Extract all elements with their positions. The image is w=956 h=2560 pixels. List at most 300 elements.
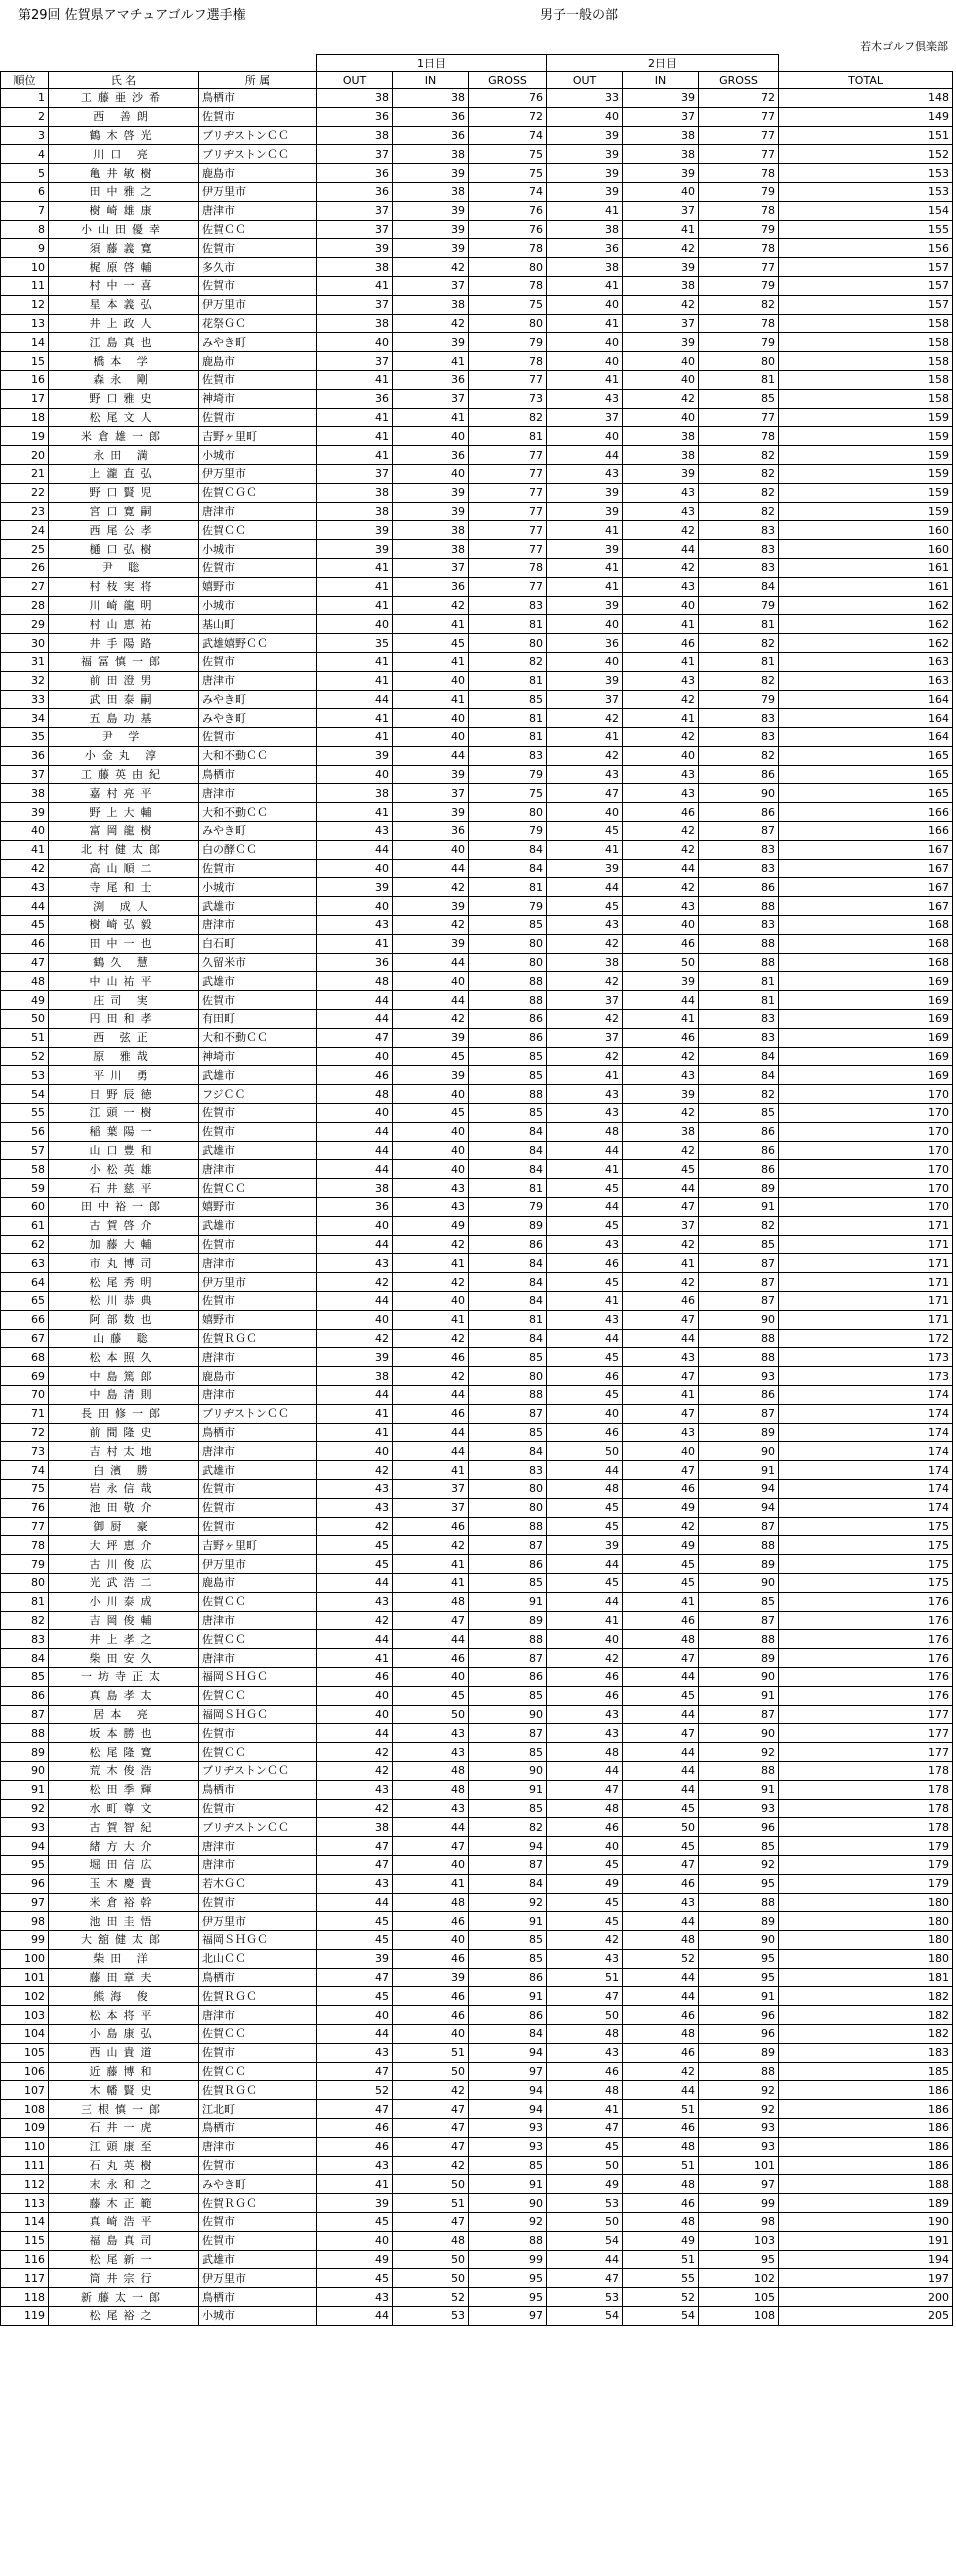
- day1-in: 46: [393, 1912, 469, 1931]
- day1-in: 42: [393, 596, 469, 615]
- day2-in: 48: [623, 1931, 699, 1950]
- day1-out: 38: [317, 1367, 393, 1386]
- table-row: [1, 1385, 953, 1404]
- player-name: 荒木俊浩: [49, 1761, 199, 1780]
- day1-gross: 76: [469, 201, 547, 220]
- affiliation: 唐津市: [199, 1160, 317, 1179]
- day2-in: 46: [623, 2006, 699, 2025]
- player-name: 前間隆史: [49, 1423, 199, 1442]
- table-row: [1, 1743, 953, 1762]
- day1-out: 39: [317, 540, 393, 559]
- day1-out: 47: [317, 1837, 393, 1856]
- day1-in: 38: [393, 182, 469, 201]
- total-score: 174: [779, 1385, 953, 1404]
- header-spacer: [1, 55, 317, 72]
- table-row: [1, 1423, 953, 1442]
- day2-out: 44: [547, 1555, 623, 1574]
- day2-out: 39: [547, 182, 623, 201]
- day2-in: 39: [623, 333, 699, 352]
- day1-gross: 88: [469, 972, 547, 991]
- rank-cell: 21: [1, 464, 49, 483]
- player-name: 森永 剛: [49, 370, 199, 389]
- day1-out: 42: [317, 1329, 393, 1348]
- table-row: [1, 1761, 953, 1780]
- day2-gross: 87: [699, 822, 779, 841]
- day1-out: 45: [317, 2269, 393, 2288]
- day1-out: 47: [317, 2100, 393, 2119]
- day2-gross: 80: [699, 352, 779, 371]
- rank-cell: 3: [1, 126, 49, 145]
- day1-gross: 91: [469, 1592, 547, 1611]
- day1-out: 42: [317, 1517, 393, 1536]
- rank-cell: 97: [1, 1893, 49, 1912]
- day1-in: 37: [393, 558, 469, 577]
- day1-in: 42: [393, 916, 469, 935]
- rank-cell: 1: [1, 89, 49, 108]
- total-score: 197: [779, 2269, 953, 2288]
- table-row: [1, 2081, 953, 2100]
- day1-in: 41: [393, 652, 469, 671]
- affiliation: 白の酵ＣＣ: [199, 840, 317, 859]
- day2-in: 42: [623, 1047, 699, 1066]
- day2-gross: 86: [699, 1122, 779, 1141]
- total-score: 151: [779, 126, 953, 145]
- rank-cell: 83: [1, 1630, 49, 1649]
- day1-in: 45: [393, 634, 469, 653]
- rank-cell: 104: [1, 2025, 49, 2044]
- day1-out: 52: [317, 2081, 393, 2100]
- affiliation: 神埼市: [199, 389, 317, 408]
- day1-in: 36: [393, 446, 469, 465]
- day2-in: 43: [623, 784, 699, 803]
- rank-cell: 54: [1, 1085, 49, 1104]
- total-score: 152: [779, 145, 953, 164]
- table-row: [1, 2137, 953, 2156]
- table-body: [1, 89, 953, 2326]
- day1-in: 36: [393, 577, 469, 596]
- player-name: 宮口寛嗣: [49, 502, 199, 521]
- day2-out: 46: [547, 1686, 623, 1705]
- affiliation: 佐賀市: [199, 991, 317, 1010]
- total-score: 178: [779, 1761, 953, 1780]
- day1-gross: 88: [469, 1517, 547, 1536]
- day1-out: 45: [317, 1931, 393, 1950]
- day1-out: 35: [317, 634, 393, 653]
- rank-cell: 48: [1, 972, 49, 991]
- rank-cell: 96: [1, 1874, 49, 1893]
- day1-gross: 85: [469, 2156, 547, 2175]
- day2-gross: 81: [699, 652, 779, 671]
- day2-out: 43: [547, 1235, 623, 1254]
- day2-in: 55: [623, 2269, 699, 2288]
- day1-gross: 77: [469, 483, 547, 502]
- day1-gross: 79: [469, 765, 547, 784]
- affiliation: 伊万里市: [199, 1912, 317, 1931]
- player-name: 中山祐平: [49, 972, 199, 991]
- day2-out: 54: [547, 2231, 623, 2250]
- player-name: 須藤義寛: [49, 239, 199, 258]
- rank-cell: 33: [1, 690, 49, 709]
- rank-cell: 5: [1, 164, 49, 183]
- day2-out: 45: [547, 1348, 623, 1367]
- day2-gross: 87: [699, 1273, 779, 1292]
- day2-gross: 79: [699, 596, 779, 615]
- day1-gross: 85: [469, 1573, 547, 1592]
- player-name: 居本 亮: [49, 1705, 199, 1724]
- affiliation: 唐津市: [199, 1442, 317, 1461]
- day2-gross: 108: [699, 2307, 779, 2326]
- day1-in: 43: [393, 1743, 469, 1762]
- day2-in: 42: [623, 295, 699, 314]
- day1-out: 41: [317, 671, 393, 690]
- day1-out: 44: [317, 1160, 393, 1179]
- day1-in: 39: [393, 1968, 469, 1987]
- day1-gross: 85: [469, 1799, 547, 1818]
- affiliation: 鳥栖市: [199, 1780, 317, 1799]
- total-score: 156: [779, 239, 953, 258]
- day1-out: 36: [317, 389, 393, 408]
- table-row: [1, 1216, 953, 1235]
- day2-gross: 89: [699, 1555, 779, 1574]
- day2-out: 46: [547, 2062, 623, 2081]
- affiliation: 鹿島市: [199, 164, 317, 183]
- total-score: 167: [779, 878, 953, 897]
- affiliation: 佐賀ＣＣ: [199, 1592, 317, 1611]
- day1-in: 42: [393, 314, 469, 333]
- day1-gross: 84: [469, 2025, 547, 2044]
- day1-out: 37: [317, 145, 393, 164]
- player-name: 高山順二: [49, 859, 199, 878]
- rank-cell: 77: [1, 1517, 49, 1536]
- rank-cell: 93: [1, 1818, 49, 1837]
- day2-gross: 87: [699, 1404, 779, 1423]
- player-name: 江頭康至: [49, 2137, 199, 2156]
- day1-in: 39: [393, 220, 469, 239]
- total-score: 167: [779, 859, 953, 878]
- affiliation: 佐賀市: [199, 408, 317, 427]
- day1-out: 41: [317, 934, 393, 953]
- day2-out: 45: [547, 822, 623, 841]
- day2-gross: 79: [699, 220, 779, 239]
- day2-in: 41: [623, 1010, 699, 1029]
- day2-in: 42: [623, 1273, 699, 1292]
- day2-gross: 103: [699, 2231, 779, 2250]
- player-name: 熊海 俊: [49, 1987, 199, 2006]
- day2-in: 39: [623, 464, 699, 483]
- affiliation: 佐賀市: [199, 1498, 317, 1517]
- day2-in: 51: [623, 2100, 699, 2119]
- day1-gross: 90: [469, 2194, 547, 2213]
- day1-in: 45: [393, 1686, 469, 1705]
- day1-in: 48: [393, 1592, 469, 1611]
- day2-in: 43: [623, 577, 699, 596]
- day2-gross: 85: [699, 1104, 779, 1123]
- day1-gross: 83: [469, 1461, 547, 1480]
- day2-in: 44: [623, 1912, 699, 1931]
- player-name: 尹 学: [49, 728, 199, 747]
- player-name: 鶴木啓光: [49, 126, 199, 145]
- day1-gross: 93: [469, 2119, 547, 2138]
- day1-gross: 77: [469, 577, 547, 596]
- day2-in: 44: [623, 1761, 699, 1780]
- rank-cell: 16: [1, 370, 49, 389]
- rank-cell: 103: [1, 2006, 49, 2025]
- day1-out: 38: [317, 784, 393, 803]
- day2-in: 48: [623, 2213, 699, 2232]
- day2-in: 39: [623, 972, 699, 991]
- day1-out: 41: [317, 276, 393, 295]
- day2-gross: 83: [699, 709, 779, 728]
- affiliation: 佐賀ＲＧＣ: [199, 1987, 317, 2006]
- day1-in: 50: [393, 2269, 469, 2288]
- day2-gross: 96: [699, 2025, 779, 2044]
- total-score: 158: [779, 389, 953, 408]
- day2-out: 40: [547, 803, 623, 822]
- day1-gross: 86: [469, 1667, 547, 1686]
- day1-in: 47: [393, 2119, 469, 2138]
- total-score: 176: [779, 1667, 953, 1686]
- day2-gross: 82: [699, 446, 779, 465]
- day1-out: 40: [317, 1047, 393, 1066]
- day1-out: 42: [317, 1799, 393, 1818]
- rank-cell: 8: [1, 220, 49, 239]
- day2-in: 38: [623, 446, 699, 465]
- rank-cell: 118: [1, 2288, 49, 2307]
- day2-gross: 83: [699, 1028, 779, 1047]
- player-name: 大舘健太郎: [49, 1931, 199, 1950]
- day2-out: 45: [547, 897, 623, 916]
- player-name: 石井慈平: [49, 1179, 199, 1198]
- player-name: 田中一也: [49, 934, 199, 953]
- player-name: 松田季輝: [49, 1780, 199, 1799]
- rank-cell: 74: [1, 1461, 49, 1480]
- player-name: 一坊寺正太: [49, 1667, 199, 1686]
- affiliation: 小城市: [199, 596, 317, 615]
- rank-cell: 50: [1, 1010, 49, 1029]
- rank-cell: 60: [1, 1198, 49, 1217]
- day1-in: 39: [393, 1028, 469, 1047]
- day1-in: 41: [393, 408, 469, 427]
- total-score: 175: [779, 1555, 953, 1574]
- affiliation: 佐賀ＲＧＣ: [199, 2194, 317, 2213]
- player-name: 吉村太地: [49, 1442, 199, 1461]
- player-name: 松尾裕之: [49, 2307, 199, 2326]
- day2-out: 45: [547, 1498, 623, 1517]
- day1-out: 38: [317, 1179, 393, 1198]
- table-row: [1, 671, 953, 690]
- day1-out: 47: [317, 1855, 393, 1874]
- day1-out: 40: [317, 2231, 393, 2250]
- day1-in: 39: [393, 765, 469, 784]
- day1-in: 41: [393, 1874, 469, 1893]
- affiliation: 伊万里市: [199, 1273, 317, 1292]
- total-score: 158: [779, 352, 953, 371]
- day2-in: 44: [623, 540, 699, 559]
- day2-out: 43: [547, 1310, 623, 1329]
- day1-gross: 85: [469, 1047, 547, 1066]
- total-score: 172: [779, 1329, 953, 1348]
- affiliation: みやき町: [199, 822, 317, 841]
- day1-gross: 84: [469, 1122, 547, 1141]
- day1-in: 42: [393, 1235, 469, 1254]
- table-row: [1, 1254, 953, 1273]
- table-row: [1, 258, 953, 277]
- day2-in: 52: [623, 2288, 699, 2307]
- day1-gross: 94: [469, 1837, 547, 1856]
- rank-cell: 66: [1, 1310, 49, 1329]
- day1-gross: 88: [469, 1385, 547, 1404]
- day2-out: 46: [547, 1667, 623, 1686]
- table-row: [1, 1987, 953, 2006]
- day1-in: 40: [393, 709, 469, 728]
- day2-out: 38: [547, 258, 623, 277]
- day1-gross: 86: [469, 1968, 547, 1987]
- day2-gross: 88: [699, 953, 779, 972]
- day1-gross: 84: [469, 1254, 547, 1273]
- results-table: [0, 54, 953, 2326]
- day2-gross: 90: [699, 784, 779, 803]
- player-name: 御厨 豪: [49, 1517, 199, 1536]
- player-name: 平川 勇: [49, 1066, 199, 1085]
- player-name: 岩永信哉: [49, 1479, 199, 1498]
- day2-out: 44: [547, 1592, 623, 1611]
- affiliation: 武雄市: [199, 1141, 317, 1160]
- day1-out: 41: [317, 1649, 393, 1668]
- day1-gross: 90: [469, 1761, 547, 1780]
- affiliation: 佐賀市: [199, 652, 317, 671]
- total-score: 182: [779, 2025, 953, 2044]
- day1-in: 39: [393, 164, 469, 183]
- player-name: 橋本 学: [49, 352, 199, 371]
- day2-out: 48: [547, 1799, 623, 1818]
- day1-out: 42: [317, 1743, 393, 1762]
- day1-out: 40: [317, 765, 393, 784]
- rank-cell: 84: [1, 1649, 49, 1668]
- day2-out: 41: [547, 370, 623, 389]
- total-score: 158: [779, 333, 953, 352]
- total-score: 161: [779, 558, 953, 577]
- day2-gross: 87: [699, 1705, 779, 1724]
- rank-cell: 37: [1, 765, 49, 784]
- table-row: [1, 1931, 953, 1950]
- day1-in: 47: [393, 2213, 469, 2232]
- day2-gross: 83: [699, 840, 779, 859]
- table-row: [1, 934, 953, 953]
- total-score: 185: [779, 2062, 953, 2081]
- day1-out: 40: [317, 333, 393, 352]
- table-row: [1, 784, 953, 803]
- table-row: [1, 389, 953, 408]
- day1-gross: 94: [469, 2043, 547, 2062]
- table-row: [1, 803, 953, 822]
- day2-in: 46: [623, 1874, 699, 1893]
- player-name: 上瀧直弘: [49, 464, 199, 483]
- day2-gross: 82: [699, 634, 779, 653]
- affiliation: 佐賀ＣＣ: [199, 1743, 317, 1762]
- day1-in: 41: [393, 352, 469, 371]
- day2-gross: 90: [699, 1667, 779, 1686]
- day2-out: 47: [547, 2119, 623, 2138]
- table-row: [1, 972, 953, 991]
- affiliation: 武雄市: [199, 972, 317, 991]
- day1-gross: 74: [469, 182, 547, 201]
- player-name: 樋口弘樹: [49, 540, 199, 559]
- day1-out: 44: [317, 2307, 393, 2326]
- day2-in: 42: [623, 521, 699, 540]
- day2-in: 38: [623, 276, 699, 295]
- day1-out: 43: [317, 1254, 393, 1273]
- day2-out: 46: [547, 1367, 623, 1386]
- day1-in: 41: [393, 1254, 469, 1273]
- affiliation: 佐賀ＣＣ: [199, 2062, 317, 2081]
- affiliation: 佐賀市: [199, 239, 317, 258]
- rank-cell: 38: [1, 784, 49, 803]
- day1-gross: 85: [469, 1743, 547, 1762]
- affiliation: 鳥栖市: [199, 1968, 317, 1987]
- rank-cell: 24: [1, 521, 49, 540]
- day1-gross: 90: [469, 1705, 547, 1724]
- day2-out: 53: [547, 2194, 623, 2213]
- player-name: 白濱 勝: [49, 1461, 199, 1480]
- table-row: [1, 352, 953, 371]
- day1-in: 41: [393, 690, 469, 709]
- day1-out: 37: [317, 201, 393, 220]
- day2-gross: 77: [699, 126, 779, 145]
- day2-in: 48: [623, 2025, 699, 2044]
- day2-gross: 96: [699, 1818, 779, 1837]
- day2-out: 40: [547, 652, 623, 671]
- affiliation: みやき町: [199, 333, 317, 352]
- total-score: 179: [779, 1874, 953, 1893]
- day2-out: 40: [547, 333, 623, 352]
- affiliation: 唐津市: [199, 502, 317, 521]
- day1-out: 40: [317, 615, 393, 634]
- player-name: 松尾秀明: [49, 1273, 199, 1292]
- day2-gross: 91: [699, 1461, 779, 1480]
- day1-in: 46: [393, 1949, 469, 1968]
- day2-out: 42: [547, 1010, 623, 1029]
- day1-gross: 72: [469, 107, 547, 126]
- day1-out: 45: [317, 1912, 393, 1931]
- rank-cell: 58: [1, 1160, 49, 1179]
- day1-in: 39: [393, 502, 469, 521]
- player-name: 石井一虎: [49, 2119, 199, 2138]
- day2-in: 44: [623, 1968, 699, 1987]
- affiliation: 唐津市: [199, 1254, 317, 1273]
- day1-in: 38: [393, 295, 469, 314]
- day2-in: 43: [623, 897, 699, 916]
- day1-out: 44: [317, 1235, 393, 1254]
- affiliation: 小城市: [199, 446, 317, 465]
- day1-gross: 84: [469, 859, 547, 878]
- affiliation: 唐津市: [199, 1348, 317, 1367]
- rank-cell: 30: [1, 634, 49, 653]
- day1-in: 48: [393, 1893, 469, 1912]
- day2-out: 43: [547, 389, 623, 408]
- affiliation: 神埼市: [199, 1047, 317, 1066]
- total-column-header: TOTAL: [779, 72, 953, 89]
- document-title: 第29回 佐賀県アマチュアゴルフ選手権: [18, 8, 246, 23]
- rank-cell: 70: [1, 1385, 49, 1404]
- day1-out: 45: [317, 1536, 393, 1555]
- table-row: [1, 164, 953, 183]
- day2-out: 47: [547, 784, 623, 803]
- player-name: 小金丸 淳: [49, 746, 199, 765]
- day1-gross: 80: [469, 634, 547, 653]
- day2-gross: 86: [699, 1141, 779, 1160]
- day2-gross: 93: [699, 1799, 779, 1818]
- player-name: 寺尾和士: [49, 878, 199, 897]
